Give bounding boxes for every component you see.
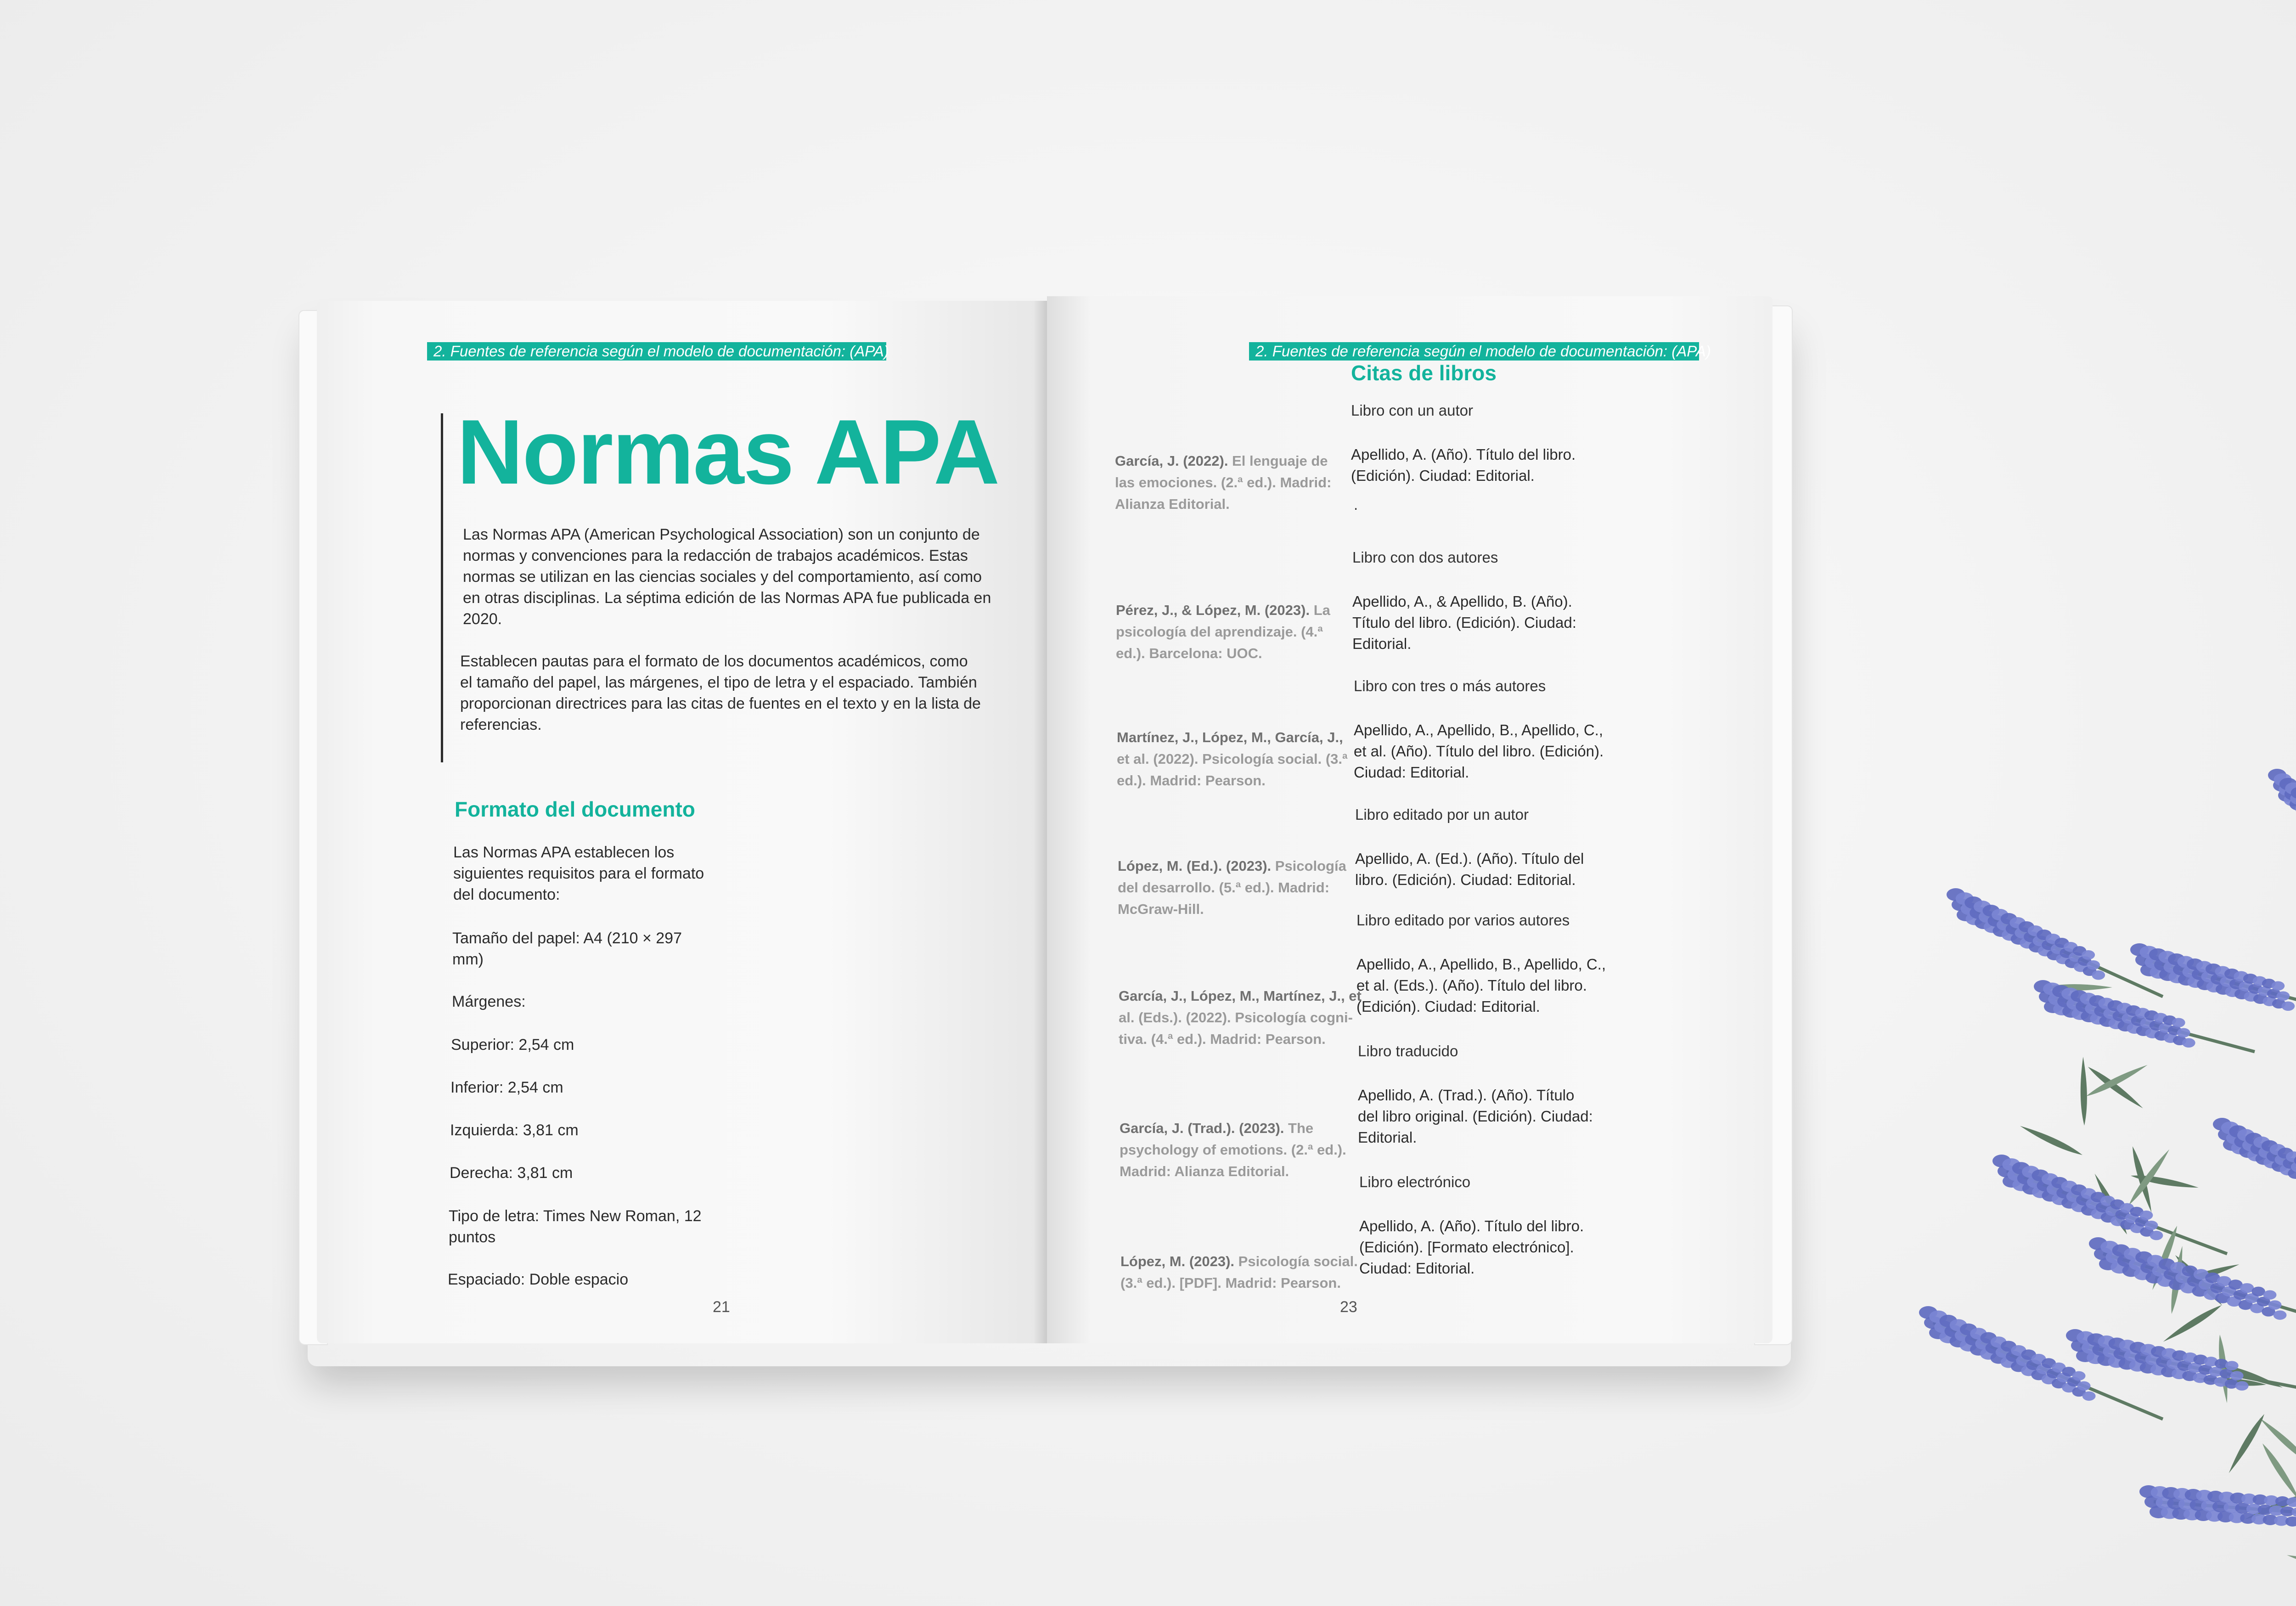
citation-format — [1359, 1216, 1635, 1279]
example-title: El lenguaje de — [1228, 453, 1328, 469]
lavender-floret — [2251, 1287, 2265, 1296]
text-line: proporcionan directrices para las citas de fuentes en el texto y en la lista de — [460, 695, 981, 712]
example-title: Psicología social. — [1234, 1253, 1358, 1269]
section-title-format: Formato del documento — [455, 797, 695, 821]
leaf — [2260, 1442, 2296, 1503]
citation-format — [1355, 848, 1631, 890]
example-line — [1116, 599, 1373, 621]
example-line: al. (Eds.). (2022). Psicología cogni- — [1119, 1009, 1353, 1026]
example-authors: López, M. (2023). — [1120, 1253, 1235, 1269]
example-line — [1119, 985, 1376, 1007]
font-item — [449, 1206, 702, 1248]
format-line: (Edición). Ciudad: Editorial. — [1351, 467, 1535, 484]
lavender-floret — [2087, 960, 2100, 970]
leaf — [2226, 1412, 2267, 1475]
right-running-header: 2. Fuentes de referencia según el modelo de documentación: (APA) — [1249, 342, 1699, 361]
lavender-floret — [2263, 1290, 2277, 1300]
text-line: 2020. — [463, 610, 502, 628]
example-authors: García, J., López, M., Martínez, J., et — [1119, 988, 1362, 1004]
example-line — [1120, 1251, 1378, 1272]
lavender-floret — [2082, 950, 2095, 960]
citation-example — [1120, 1117, 1377, 1182]
citation-format — [1354, 720, 1629, 783]
title-accent-bar — [441, 413, 443, 762]
text-line: Tipo de letra: Times New Roman, 12 — [449, 1207, 702, 1225]
paper-size-item — [452, 928, 682, 970]
example-line: Alianza Editorial. — [1115, 496, 1230, 512]
lavender-floret — [2277, 992, 2290, 1001]
example-line: (3.ª ed.). [PDF]. Madrid: Pearson. — [1120, 1275, 1341, 1291]
citation-format — [1356, 954, 1632, 1017]
citation-type-label: Libro con dos autores — [1352, 549, 1498, 566]
margin-top: Superior: 2,54 cm — [451, 1036, 574, 1054]
lavender-floret — [2282, 1002, 2295, 1011]
text-line: mm) — [452, 951, 484, 968]
citation-type-label: Libro traducido — [1358, 1042, 1458, 1059]
lavender-floret — [2145, 1221, 2158, 1230]
left-running-header: 2. Fuentes de referencia según el modelo de documentación: (APA) — [427, 342, 886, 361]
text-line: Las Normas APA (American Psychological Association) son un conjunto de — [463, 526, 980, 543]
text-line: puntos — [449, 1228, 496, 1246]
example-line: del desarrollo. (5.ª ed.). Madrid: — [1118, 879, 1330, 896]
page-title: Normas APA — [457, 401, 999, 503]
lavender-florets — [1919, 769, 2296, 1529]
format-line: et al. (Eds.). (Año). Título del libro. — [1356, 977, 1587, 994]
citation-example — [1119, 985, 1376, 1050]
margin-right: Derecha: 3,81 cm — [450, 1164, 573, 1182]
lavender-floret — [2082, 1392, 2096, 1401]
example-line: ed.). Madrid: Pearson. — [1117, 772, 1266, 789]
citation-example — [1117, 727, 1374, 791]
lavender-floret — [2177, 1028, 2190, 1038]
example-authors: García, J. (Trad.). (2023). — [1120, 1120, 1284, 1136]
text-line: Tamaño del papel: A4 (210 × 297 — [452, 930, 682, 947]
format-line: Ciudad: Editorial. — [1354, 764, 1469, 781]
leaf — [2286, 1552, 2296, 1576]
format-line: (Edición). [Formato electrónico]. — [1359, 1239, 1574, 1256]
example-line: McGraw-Hill. — [1118, 901, 1204, 917]
text-line: del documento: — [453, 886, 560, 903]
lavender-floret — [2140, 1211, 2153, 1220]
margins-label: Márgenes: — [452, 993, 526, 1010]
lavender-floret — [2273, 1310, 2287, 1320]
example-line — [1120, 1117, 1377, 1139]
leaf — [2085, 1062, 2149, 1099]
format-line: Apellido, A., & Apellido, B. (Año). — [1352, 593, 1572, 610]
lavender-floret — [2272, 981, 2285, 991]
text-line: siguientes requisitos para el formato — [453, 865, 704, 882]
format-line: Apellido, A., Apellido, B., Apellido, C., — [1354, 721, 1604, 738]
lavender-floret — [2092, 970, 2105, 980]
format-line: Ciudad: Editorial. — [1359, 1260, 1475, 1277]
leaf — [2080, 1057, 2088, 1126]
intro-paragraph-2 — [460, 651, 981, 735]
format-line: libro. (Edición). Ciudad: Editorial. — [1355, 871, 1576, 888]
text-line: Establecen pautas para el formato de los documentos académicos, como — [460, 653, 968, 670]
example-line: psychology of emotions. (2.ª ed.). — [1120, 1142, 1346, 1158]
stray-dot: . — [1354, 496, 1358, 513]
example-authors: López, M. (Ed.). (2023). — [1118, 858, 1272, 874]
margin-left: Izquierda: 3,81 cm — [450, 1121, 579, 1139]
example-title: The — [1284, 1120, 1314, 1136]
format-line: (Edición). Ciudad: Editorial. — [1356, 998, 1540, 1015]
format-line: Título del libro. (Edición). Ciudad: — [1352, 614, 1576, 631]
spacing-item: Espaciado: Doble espacio — [448, 1271, 629, 1288]
citation-example — [1115, 450, 1372, 515]
citation-example — [1116, 599, 1373, 664]
format-line: Editorial. — [1358, 1129, 1417, 1146]
example-line: et al. (2022). Psicología social. (3.ª — [1117, 751, 1348, 767]
lavender-floret — [2235, 1381, 2249, 1391]
margin-bottom: Inferior: 2,54 cm — [450, 1079, 563, 1096]
citation-format — [1351, 444, 1626, 486]
lavender-floret — [2230, 1371, 2244, 1381]
lavender-floret — [2150, 1231, 2163, 1240]
lavender-floret — [2182, 1038, 2195, 1048]
format-line: Apellido, A. (Trad.). (Año). Título — [1358, 1087, 1575, 1104]
leaf — [2161, 1302, 2223, 1344]
citation-example — [1118, 855, 1375, 920]
example-line — [1115, 450, 1372, 472]
format-line: Apellido, A. (Año). Título del libro. — [1351, 446, 1576, 463]
lavender-floret — [2077, 1381, 2091, 1391]
page-number: 21 — [713, 1298, 730, 1316]
citation-example — [1120, 1251, 1378, 1294]
text-line: normas y convenciones para la redacción de trabajos académicos. Estas — [463, 547, 968, 564]
format-line: Apellido, A. (Año). Título del libro. — [1359, 1217, 1584, 1234]
text-line: el tamaño del papel, las márgenes, el tipo de letra y el espaciado. También — [460, 674, 977, 691]
citation-format — [1352, 591, 1628, 654]
citation-type-label: Libro con tres o más autores — [1354, 677, 1546, 694]
lavender-floret — [2172, 1018, 2185, 1028]
leaf — [2019, 1123, 2084, 1158]
lavender-floret — [2225, 1361, 2239, 1370]
section-title-citas: Citas de libros — [1351, 361, 1497, 385]
left-page — [317, 301, 1047, 1343]
example-title: La — [1310, 602, 1330, 618]
citation-format — [1358, 1085, 1633, 1148]
format-line: Apellido, A., Apellido, B., Apellido, C., — [1356, 956, 1606, 973]
lavender-floret — [2072, 1371, 2086, 1381]
text-line: normas se utilizan en las ciencias sociales y del comportamiento, así como — [463, 568, 982, 586]
citation-type-label: Libro editado por un autor — [1355, 806, 1529, 823]
format-line: Editorial. — [1352, 635, 1412, 652]
example-line — [1118, 855, 1375, 877]
right-page — [1047, 296, 1773, 1343]
text-line: en otras disciplinas. La séptima edición de las Normas APA fue publicada en — [463, 589, 991, 607]
format-line: del libro original. (Edición). Ciudad: — [1358, 1108, 1593, 1125]
example-authors: García, J. (2022). — [1115, 453, 1228, 469]
leaf — [2257, 1415, 2296, 1466]
page-number: 23 — [1340, 1298, 1357, 1316]
example-authors: Pérez, J., & López, M. (2023). — [1116, 602, 1310, 618]
text-line: referencias. — [460, 716, 542, 733]
citation-type-label: Libro electrónico — [1359, 1173, 1471, 1190]
intro-paragraph-1 — [463, 524, 991, 630]
example-authors: Martínez, J., López, M., García, J., — [1117, 729, 1343, 745]
open-book — [298, 287, 1791, 1357]
format-intro — [453, 842, 704, 905]
format-line: Apellido, A. (Ed.). (Año). Título del — [1355, 850, 1584, 867]
example-line: las emociones. (2.ª ed.). Madrid: — [1115, 474, 1332, 490]
example-line: psicología del aprendizaje. (4.ª — [1116, 624, 1323, 640]
citation-type-label: Libro editado por varios autores — [1356, 912, 1570, 929]
example-line: tiva. (4.ª ed.). Madrid: Pearson. — [1119, 1031, 1326, 1047]
lavender-plant — [1906, 758, 2296, 1606]
citation-type-label: Libro con un autor — [1351, 402, 1474, 419]
example-title: Psicología — [1271, 858, 1346, 874]
example-line: Madrid: Alianza Editorial. — [1120, 1163, 1289, 1179]
format-line: et al. (Año). Título del libro. (Edición). — [1354, 743, 1604, 760]
example-line: ed.). Barcelona: UOC. — [1116, 645, 1262, 661]
example-line — [1117, 727, 1374, 748]
text-line: Las Normas APA establecen los — [453, 844, 675, 861]
lavender-floret — [2268, 1300, 2282, 1310]
